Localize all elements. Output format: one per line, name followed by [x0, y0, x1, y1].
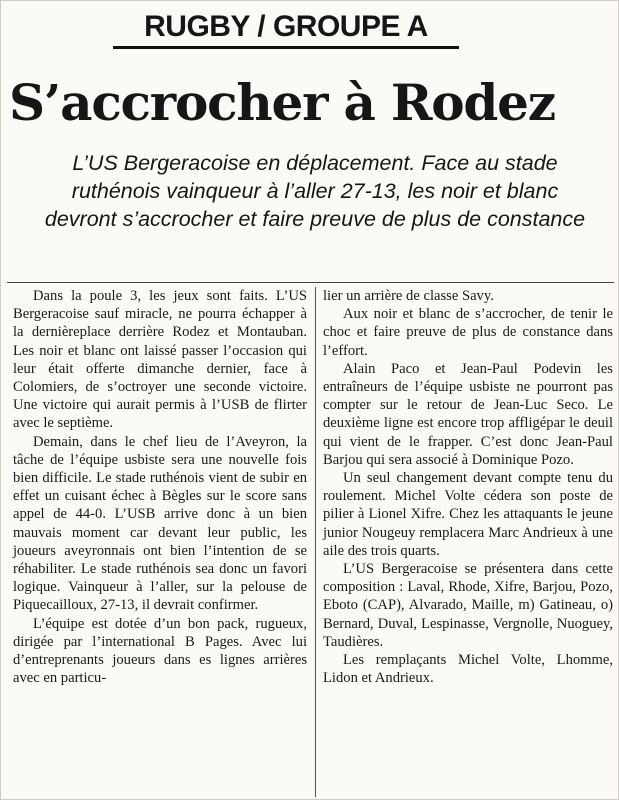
section-kicker: RUGBY / GROUPE A: [113, 8, 459, 49]
paragraph: Alain Paco et Jean-Paul Podevin les entraîneurs de l’équipe usbiste ne pourront pas compter sur le retour de Jean-Luc Seco. Le deuxième ligne est encore trop affligépar le deuil qui vient de le frapper. C’est donc Jean-Paul Barjou qui sera associé à Dominique Pozo.: [323, 360, 613, 468]
article-column-left: [13, 287, 307, 687]
column-divider: [315, 287, 316, 797]
paragraph: Un seul changement devant compte tenu du roulement. Michel Volte cédera son poste de pilier à Lionel Xifre. Chez les attaquants le jeune junior Nougeuy remplacera Marc Andrieux à une aile des trois quarts.: [323, 470, 613, 559]
headline: S’accrocher à Rodez: [9, 73, 555, 132]
paragraph: Dans la poule 3, les jeux sont faits. L’US Bergeracoise sauf miracle, ne pourra échapper à la dernièreplace derrière Rodez et Montauban. Les noir et blanc ont laissé passer l’occasion qui leur était offerte dimanche dernier, face à Colomiers, de s’octroyer une seconde victoire. Une victoire qui aurait permis à l’USB de flirter avec le septième.: [13, 288, 307, 432]
paragraph: Demain, dans le chef lieu de l’Aveyron, la tâche de l’équipe usbiste sera une nouvelle fois bien difficile. Le stade ruthénois vient de subir en effet un cuisant échec à Bègles sur le score sans appel de 44-0. L’USB arrive donc à un bien mauvais moment car devant leur public, les joueurs aveyronnais ont bien l’intention de se réhabiliter. Le stade ruthénois sea donc un favori logique. Vainqueur à l’aller, sur la pelouse de Piquecailloux, 27-13, il devrait confirmer.: [13, 433, 307, 614]
paragraph: Aux noir et blanc de s’accrocher, de tenir le choc et faire preuve de plus de constance dans l’effort.: [323, 306, 613, 359]
paragraph: lier un arrière de classe Savy.: [323, 288, 494, 304]
article-column-right: [323, 287, 613, 687]
paragraph: Les remplaçants Michel Volte, Lhomme, Lidon et Andrieux.: [323, 652, 613, 687]
deck-subheadline: L’US Bergeracoise en déplacement. Face au stade ruthénois vainqueur à l’aller 27-13, les noir et blanc devront s’accrocher et faire preuve de plus de constance: [44, 151, 586, 231]
paragraph: L’équipe est dotée d’un bon pack, rugueux, dirigée par l’international B Pages. Avec lui d’entreprenants joueurs dans es lignes arrières avec en particu-: [13, 615, 307, 687]
paragraph: L’US Bergeracoise se présentera dans cette composition : Laval, Rhode, Xifre, Barjou, Pozo, Eboto (CAP), Alvarado, Maille, m) Gatineau, o) Bernard, Duval, Lespinasse, Vergnolle, Nuoguey, Taudières.: [323, 561, 613, 650]
top-rule-divider: [7, 282, 614, 283]
